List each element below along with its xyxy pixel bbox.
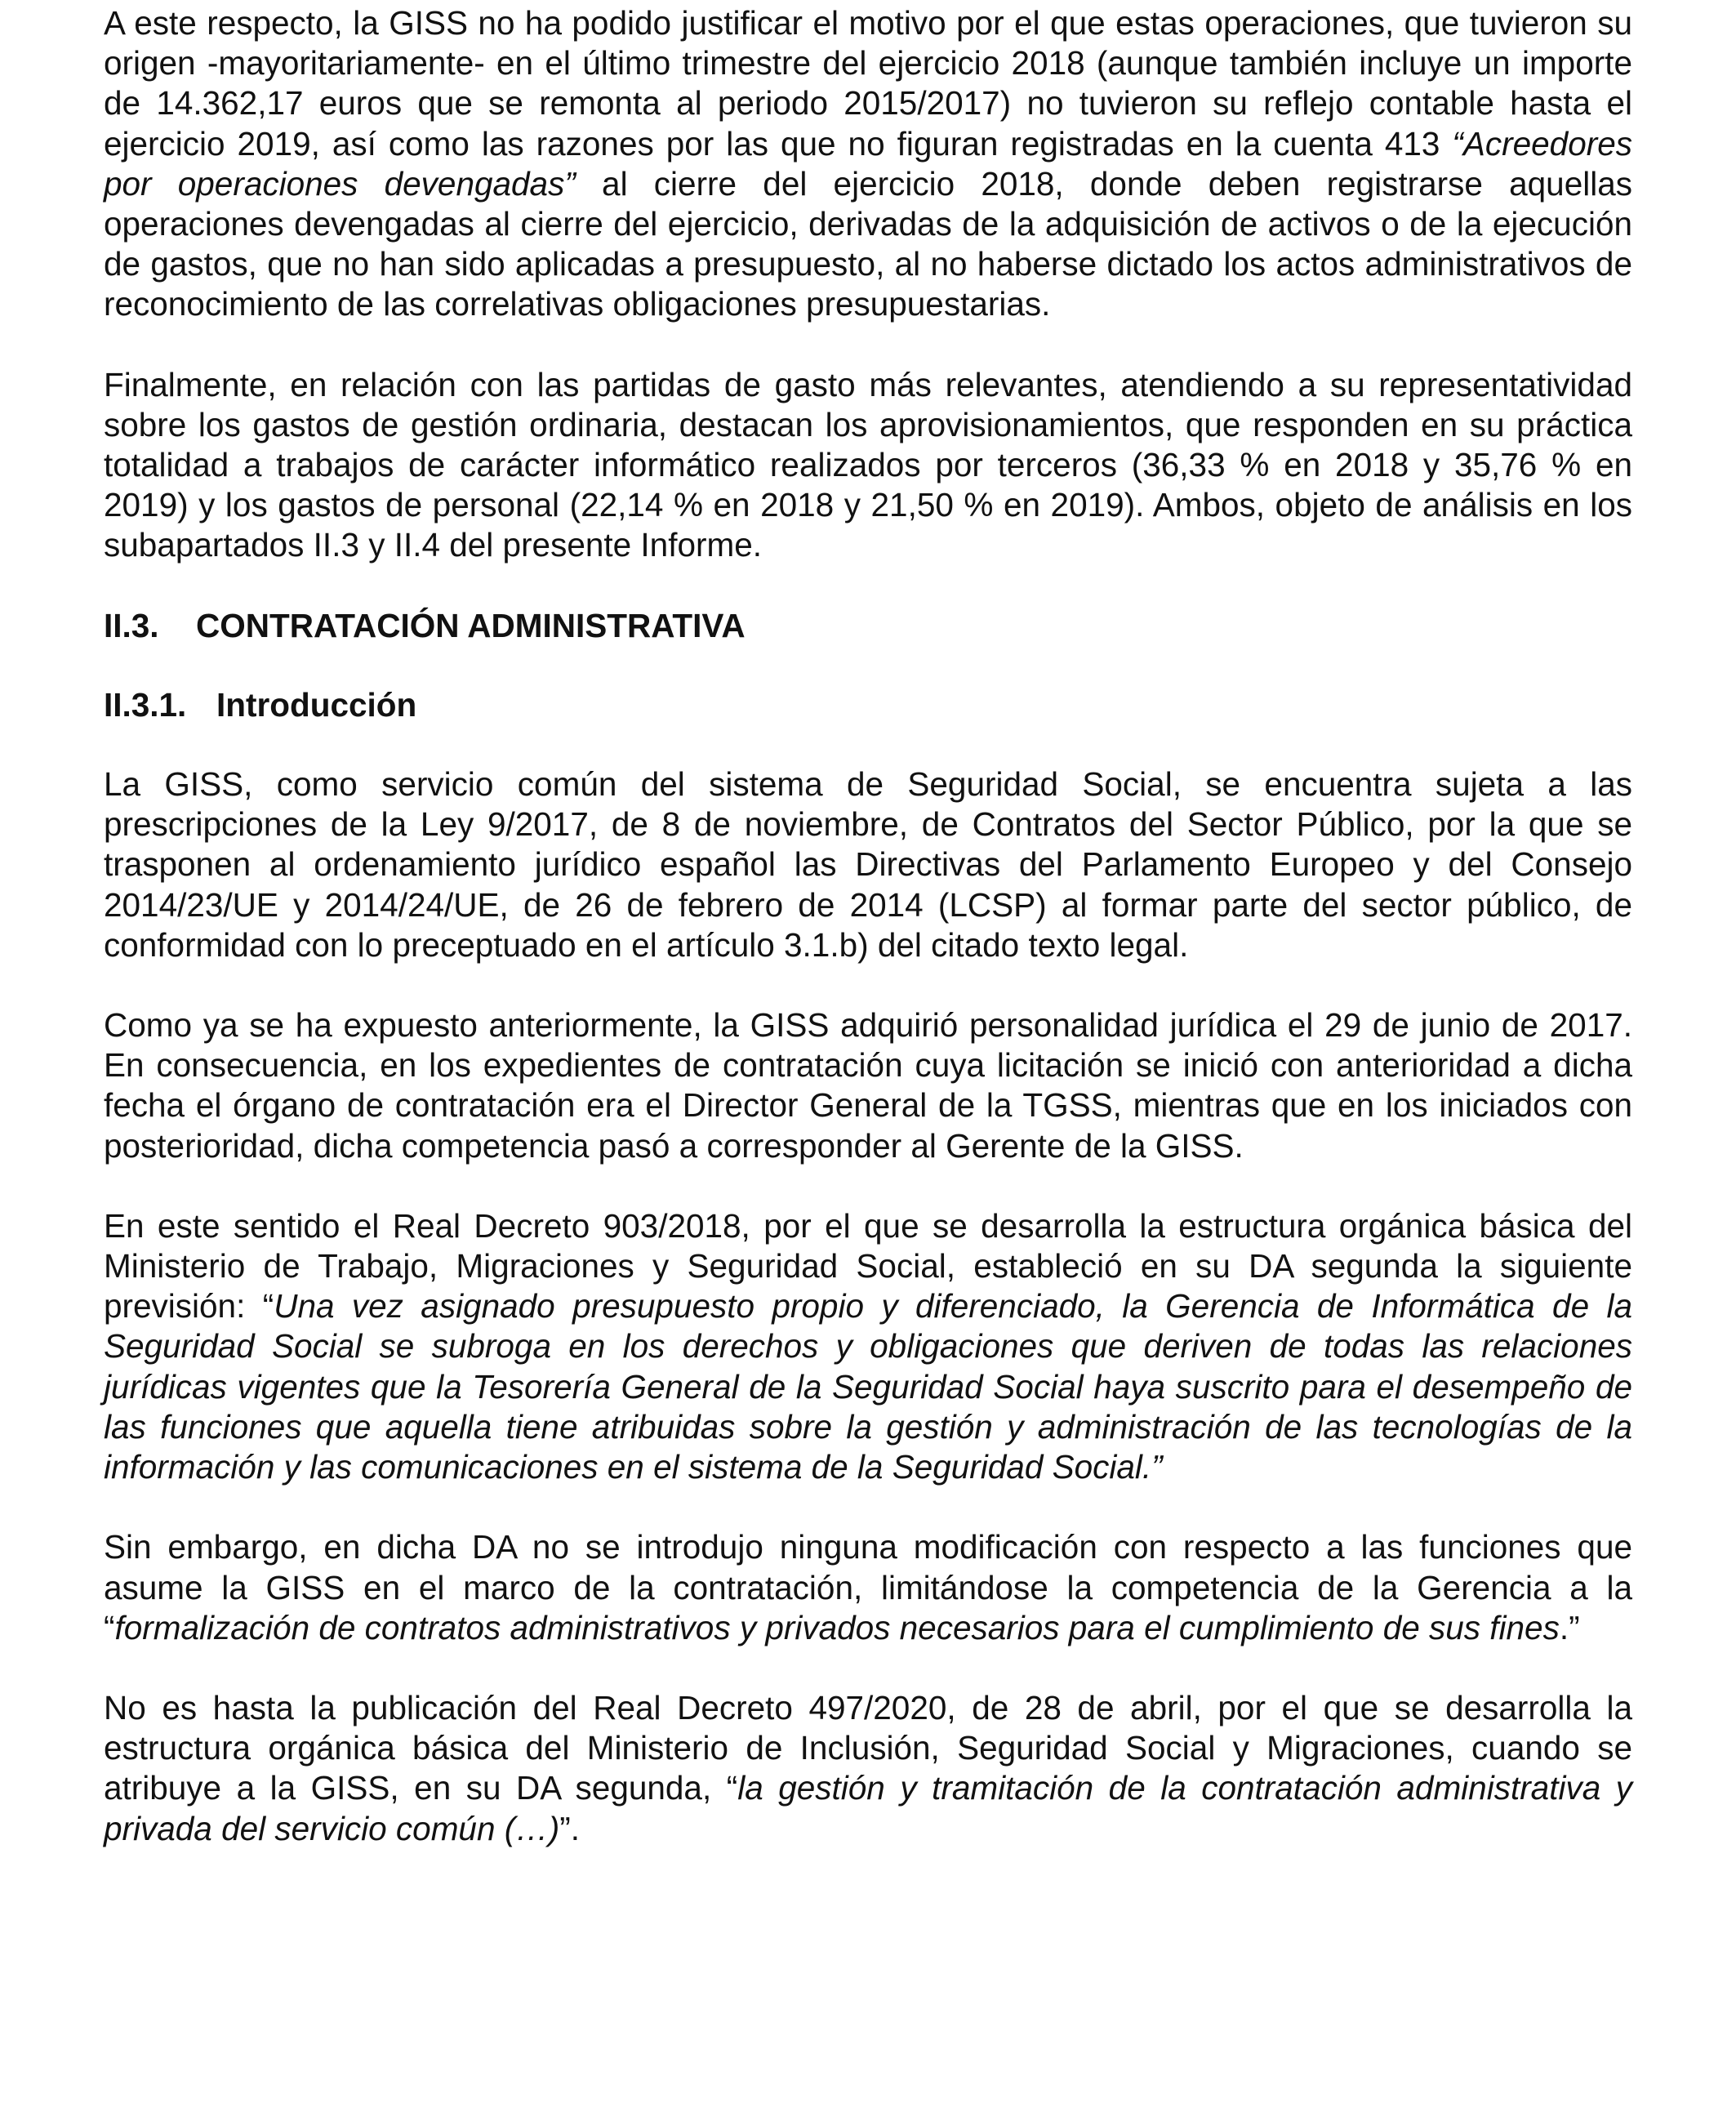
italic-quotation: la gestión y tramitación de la contratación administrativa y privada del servicio común (…) xyxy=(104,1769,1632,1847)
paragraph-text: No es hasta la publicación del Real Decreto 497/2020, de 28 de abril, por el que se desarrolla la estructura orgánica básica del Ministerio de Inclusión, Seguridad Social y Migraciones, cuando se atribuye a la GISS, en su DA segunda, “ xyxy=(104,1688,1632,1807)
paragraph-text: Sin embargo, en dicha DA no se introdujo ninguna modificación con respecto a las funciones que asume la GISS en el marco de la contratación, limitándose la competencia de la Gerencia a la “ xyxy=(104,1528,1632,1646)
italic-account-name: “Acreedores por operaciones devengadas” xyxy=(104,124,1632,203)
paragraph-text: A este respecto, la GISS no ha podido justificar el motivo por el que estas operaciones, que tuvieron su origen -mayoritariamente- en el último trimestre del ejercicio 2018 (aunque también incluye un importe de 14.362,17 euros que se remonta al periodo 2015/2017) no tuvieron su reflejo contable hasta el ejercicio 2019, así como las razones por las que no figuran registradas en la cuenta 413 xyxy=(104,4,1632,163)
paragraph-text: ”. xyxy=(559,1809,580,1847)
paragraph-lcsp: La GISS, como servicio común del sistema de Seguridad Social, se encuentra sujeta a las prescripciones de la Ley 9/2017, de 8 de noviembre, de Contratos del Sector Público, por la que se trasponen al ordenamiento jurídico español las Directivas del Parlamento Europeo y del Consejo 2014/23/UE y 2014/24/UE, de 26 de febrero de 2014 (LCSP) al formar parte del sector público, de conformidad con lo preceptuado en el artículo 3.1.b) del citado texto legal. xyxy=(104,765,1632,964)
paragraph-competencia-gerencia xyxy=(104,1527,1632,1648)
subsection-number: II.3.1. xyxy=(104,685,187,724)
italic-quotation: formalización de contratos administrativos y privados necesarios para el cumplimiento de sus fines xyxy=(114,1608,1560,1646)
paragraph-personalidad-juridica: Como ya se ha expuesto anteriormente, la GISS adquirió personalidad jurídica el 29 de junio de 2017. En consecuencia, en los expedientes de contratación cuya licitación se inició con anterioridad a dicha fecha el órgano de contratación era el Director General de la TGSS, mientras que en los iniciados con posterioridad, dicha competencia pasó a corresponder al Gerente de la GISS. xyxy=(104,1006,1632,1165)
paragraph-rd-497-2020 xyxy=(104,1688,1632,1849)
document-page xyxy=(104,3,1632,1889)
paragraph-registro-contable xyxy=(104,3,1632,325)
paragraph-rd-903-2018 xyxy=(104,1206,1632,1487)
paragraph-partidas-gasto: Finalmente, en relación con las partidas de gasto más relevantes, atendiendo a su representatividad sobre los gastos de gestión ordinaria, destacan los aprovisionamientos, que responden en su práctica totalidad a trabajos de carácter informático realizados por terceros (36,33 % en 2018 y 35,76 % en 2019) y los gastos de personal (22,14 % en 2018 y 21,50 % en 2019). Ambos, objeto de análisis en los subapartados II.3 y II.4 del presente Informe. xyxy=(104,365,1632,564)
paragraph-text: .” xyxy=(1559,1608,1580,1646)
paragraph-text: En este sentido el Real Decreto 903/2018, por el que se desarrolla la estructura orgánica básica del Ministerio de Trabajo, Migraciones y Seguridad Social, estableció en su DA segunda la siguiente previsión: “ xyxy=(104,1206,1632,1326)
italic-quotation: Una vez asignado presupuesto propio y diferenciado, la Gerencia de Informática de la Seguridad Social se subroga en los derechos y obligaciones que deriven de todas las relaciones jurídicas vigentes que la Tesorería General de la Seguridad Social haya suscrito para el desempeño de las funciones que aquella tiene atribuidas sobre la gestión y administración de las tecnologías de la información y las comunicaciones en el sistema de la Seguridad Social.” xyxy=(104,1287,1633,1486)
section-title: CONTRATACIÓN ADMINISTRATIVA xyxy=(196,606,746,644)
section-number: II.3. xyxy=(104,606,159,644)
paragraph-text: al cierre del ejercicio 2018, donde deben registrarse aquellas operaciones devengadas al cierre del ejercicio, derivadas de la adquisición de activos o de la ejecución de gastos, que no han sido aplicadas a presupuesto, al no haberse dictado los actos administrativos de reconocimiento de las correlativas obligaciones presupuestarias. xyxy=(104,164,1632,323)
section-heading xyxy=(104,606,1632,646)
subsection-heading xyxy=(104,685,1632,725)
subsection-title: Introducción xyxy=(216,685,417,724)
